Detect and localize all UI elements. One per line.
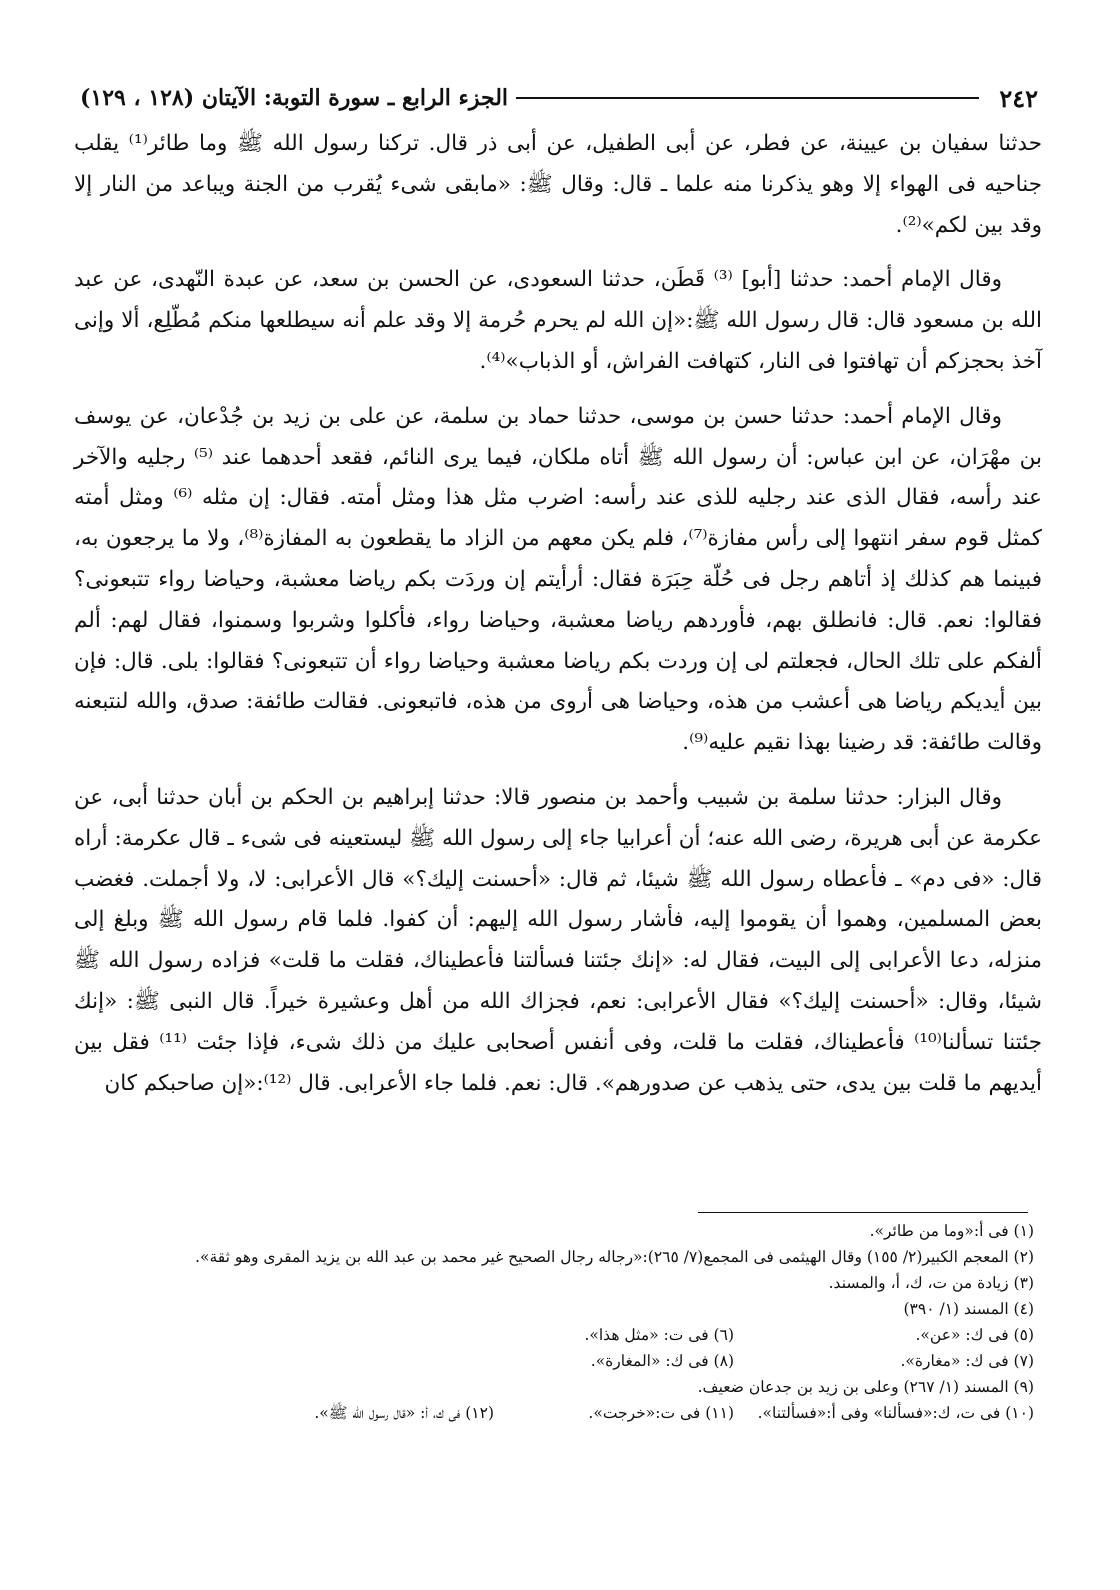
header-rule [516,97,979,99]
paragraph-4: وقال البزار: حدثنا سلمة بن شبيب وأحمد بن منصور قالا: حدثنا إبراهيم بن الحكم بن أبان حدثنا أبى، عن عكرمة عن أبى هريرة، رضى الله عنه؛ أن أعرابيا جاء إلى رسول الله ﷺ ليستعينه فى شىء ـ قال عكرمة: أراه قال: «فى دم» ـ فأعطاه رسول الله ﷺ شيئا، ثم قال: «أحسنت إليك؟» قال الأعرابى: لا، ولا أجملت. فغضب بعض المسلمين، وهموا أن يقوموا إليه، فأشار رسول الله إليهم: أن كفوا. فلما قام رسول الله ﷺ وبلغ إلى منزله، دعا الأعرابى إلى البيت، فقال له: «إنك جئتنا فسألتنا فأعطيناك، فقلت ما قلت» فزاده رسول الله ﷺ شيئا، وقال: «أحسنت إليك؟» فقال الأعرابى: نعم، فجزاك الله من أهل وعشيرة خيراً. قال النبى ﷺ: «إنك جئتنا تسألنا⁽¹⁰⁾ فأعطيناك، فقلت ما قلت، وفى أنفس أصحابى عليك من ذلك شىء، فإذا جئت ⁽¹¹⁾ فقل بين أيديهم ما قلت بين يدى، حتى يذهب عن صدورهم». قال: نعم. فلما جاء الأعرابى. قال ⁽¹²⁾:«إن صاحبكم كان [74,784,1043,1096]
footnotes [74,1218,1034,1426]
paragraph-1: حدثنا سفيان بن عيينة، عن فطر، عن أبى الطفيل، عن أبى ذر قال. تركنا رسول الله ﷺ وما طائر⁽¹⁾ يقلب جناحيه فى الهواء إلا وهو يذكرنا منه علما ـ قال: وقال ﷺ: «مابقى شىء يُقرب من الجنة ويباعد من النار إلا وقد بين لكم»⁽²⁾. [74,131,1042,238]
footnote-row [74,1348,1034,1374]
main-text [74,124,1042,1118]
paragraph-2: وقال الإمام أحمد: حدثنا [أبو] ⁽³⁾ قَطَن، حدثنا السعودى، عن الحسن بن سعد، عن عبدة النّهدى، عن عبد الله بن مسعود قال: قال رسول الله ﷺ:«إن الله لم يحرم حُرمة إلا وقد علم أنه سيطلعها منكم مُطّلِع، ألا وإنى آخذ بحجزكم أن تهافتوا فى النار، كتهافت الفراش، أو الذباب»⁽⁴⁾. [74,267,1042,374]
footnote-5: (٥) فى ك: «عن». [915,1326,1034,1344]
footnote-12: (١٢) فى ك، أ: «قال رسول الله ﷺ». [314,1404,494,1422]
footnote-separator [698,1212,1028,1213]
footnote-4: (٤) المسند (١/ ٣٩٠) [903,1300,1034,1318]
footnote-3: (٣) زيادة من ت، ك، أ، والمسند. [828,1274,1034,1292]
footnote-1: (١) فى أ:«وما من طائر». [869,1222,1034,1240]
footnote-row [74,1322,1034,1348]
footnote-9: (٩) المسند (١/ ٢٦٧) وعلى بن زيد بن جدعان ضعيف. [697,1378,1034,1396]
paragraph-3: وقال الإمام أحمد: حدثنا حسن بن موسى، حدثنا حماد بن سلمة، عن على بن زيد بن جُدْعان، عن يوسف بن مهْرَان، عن ابن عباس: أن رسول الله ﷺ أتاه ملكان، فيما يرى النائم، فقعد أحدهما عند ⁽⁵⁾ رجليه والآخر عند رأسه، فقال الذى عند رجليه للذى عند رأسه: اضرب مثل هذا ومثل أمته. فقال: إن مثله ⁽⁶⁾ ومثل أمته كمثل قوم سفر انتهوا إلى رأس مفازة⁽⁷⁾، فلم يكن معهم من الزاد ما يقطعون به المفازة⁽⁸⁾، ولا ما يرجعون به، فبينما هم كذلك إذ أتاهم رجل فى حُلّة حِبَرَة فقال: أرأيتم إن وردَت بكم رياضا معشبة، وحياضا رواء تتبعونى؟ فقالوا: نعم. قال: فانطلق بهم، فأوردهم رياضا معشبة، وحياضا رواء، فأكلوا وشربوا وسمنوا، فقال لهم: ألم ألفكم على تلك الحال، فجعلتم لى إن وردت بكم رياضا معشبة وحياضا رواء أن تتبعونى؟ فقالوا: بلى. قال: فإن بين أيديكم رياضا هى أعشب من هذه، وحياضا هى أروى من هذه، فاتبعونى. فقالت طائفة: صدق، والله لنتبعنه وقالت طائفة: قد رضينا بهذا نقيم عليه⁽⁹⁾. [74,403,1043,756]
running-title: الجزء الرابع ـ سورة التوبة: الآيتان (١٢٨ ، ١٢٩) [80,85,509,111]
footnote-6: (٦) فى ت: «مثل هذا». [584,1326,734,1344]
footnote-2: (٢) المعجم الكبير(٢/ ١٥٥) وقال الهيثمى فى المجمع(٧/ ٢٦٥):«رجاله رجال الصحيح غير محمد بن عبد الله بن يزيد المقرى وهو ثقة». [195,1248,1034,1266]
page-number: ٢٤٢ [999,83,1038,113]
page-header [80,78,1038,118]
footnote-11: (١١) فى ت:«خرجت». [588,1404,734,1422]
footnote-10: (١٠) فى ت، ك:«فسألنا» وفى أ:«فسألتنا». [757,1404,1034,1422]
footnote-row [74,1400,1034,1426]
footnote-7: (٧) فى ك: «مغارة». [900,1352,1034,1370]
footnote-8: (٨) فى ك: «المغارة». [590,1352,734,1370]
